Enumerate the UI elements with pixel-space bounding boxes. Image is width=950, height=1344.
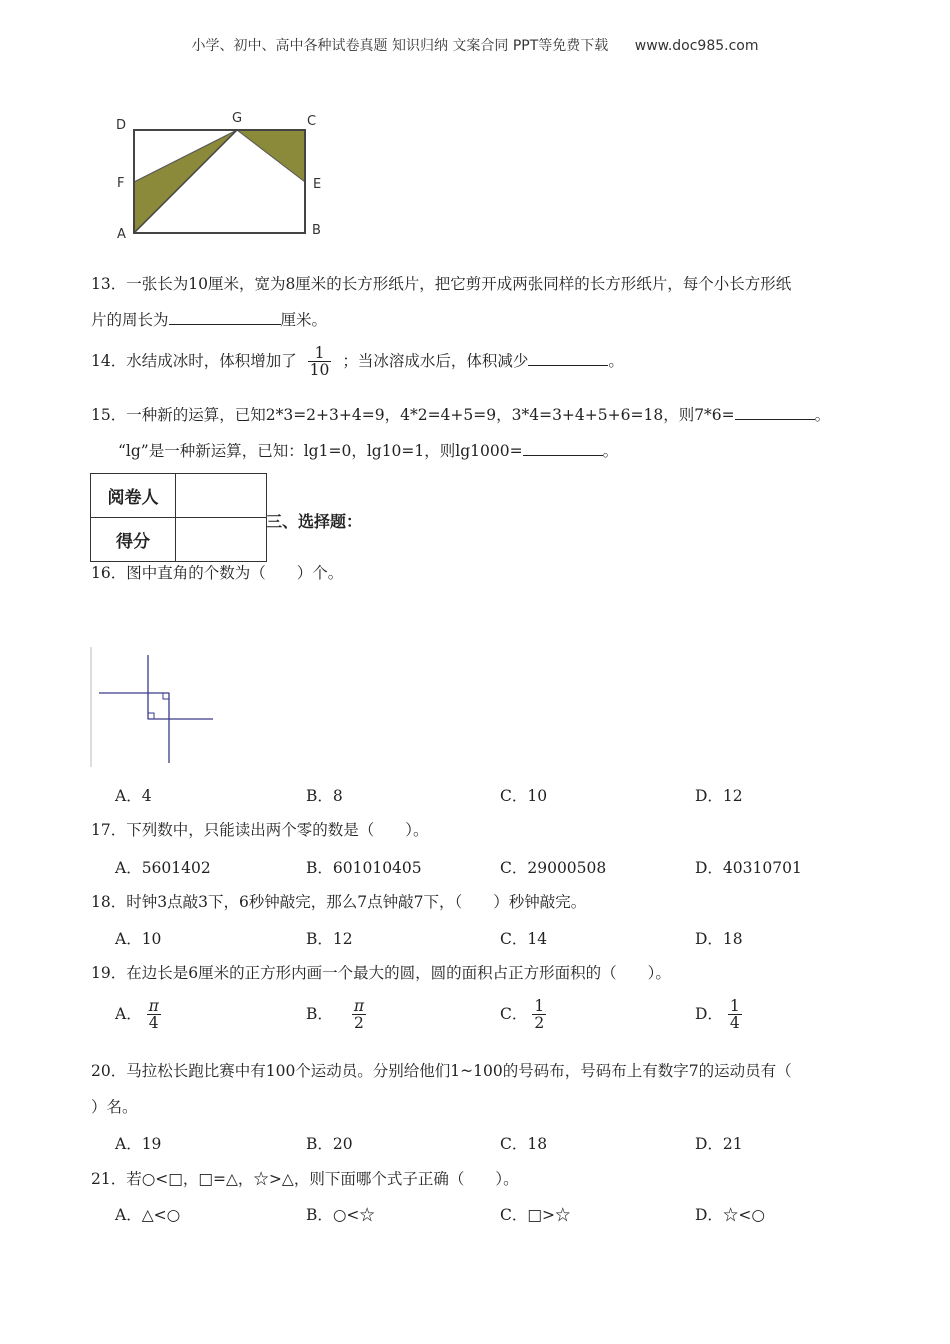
q21-option-a[interactable]: A．△<○ bbox=[115, 1206, 181, 1224]
label-g: G bbox=[232, 111, 243, 126]
pi-symbol: π bbox=[353, 997, 365, 1015]
question-14 bbox=[91, 345, 624, 379]
fraction-numerator-pi bbox=[147, 998, 161, 1015]
answer-blank-15a[interactable] bbox=[735, 405, 815, 420]
reviewer-label: 阅卷人 bbox=[91, 474, 176, 518]
question-20-line2: ）名。 bbox=[91, 1098, 138, 1116]
right-angle-figure bbox=[89, 645, 219, 770]
question-19: 19．在边长是6厘米的正方形内画一个最大的圆，圆的面积占正方形面积的（ ）。 bbox=[91, 964, 671, 982]
header-url[interactable]: www.doc985.com bbox=[634, 38, 759, 54]
q16-option-a[interactable]: A．4 bbox=[115, 787, 152, 805]
q19-option-c[interactable] bbox=[500, 998, 546, 1032]
q19-option-d-fraction bbox=[728, 998, 742, 1032]
score-label: 得分 bbox=[91, 518, 176, 562]
pi-symbol: π bbox=[148, 997, 159, 1015]
score-table bbox=[90, 473, 267, 562]
label-c: C bbox=[307, 114, 317, 129]
q20-option-b[interactable]: B．20 bbox=[306, 1135, 353, 1153]
fraction-one-tenth bbox=[308, 345, 332, 379]
question-15-line1 bbox=[91, 404, 830, 426]
fraction-denominator: 2 bbox=[534, 1014, 545, 1033]
q18-option-d[interactable]: D．18 bbox=[695, 930, 743, 948]
q19-option-d[interactable] bbox=[695, 998, 742, 1032]
q18-option-b[interactable]: B．12 bbox=[306, 930, 353, 948]
q19-option-b-label: B． bbox=[306, 1004, 333, 1023]
answer-blank-13[interactable] bbox=[169, 310, 281, 325]
answer-blank-14[interactable] bbox=[528, 351, 608, 366]
q21-option-c[interactable]: C．□>☆ bbox=[500, 1206, 571, 1224]
q20-option-d[interactable]: D．21 bbox=[695, 1135, 743, 1153]
q19-option-a-fraction bbox=[147, 998, 161, 1032]
q19-option-c-fraction bbox=[532, 998, 546, 1032]
header-text: 小学、初中、高中各种试卷真题 知识归纳 文案合同 PPT等免费下载 bbox=[191, 38, 609, 54]
q19-option-b-fraction bbox=[352, 998, 366, 1032]
question-14-end: 。 bbox=[608, 351, 624, 370]
question-15-end: 。 bbox=[814, 406, 831, 424]
q19-option-b[interactable] bbox=[306, 998, 366, 1032]
question-15-text-2: “lg”是一种新运算，已知：lg1=0，lg10=1，则lg1000= bbox=[118, 442, 523, 460]
question-15-text: 15．一种新的运算，已知2*3=2+3+4=9，4*2=4+5=9，3*4=3+4+5+6=18，则7*6= bbox=[91, 406, 735, 424]
q19-option-a-label: A． bbox=[115, 1004, 142, 1023]
question-15-line2 bbox=[118, 440, 618, 462]
rectangle-figure bbox=[110, 105, 340, 245]
fraction-numerator: 1 bbox=[308, 345, 332, 362]
score-cell[interactable] bbox=[176, 518, 267, 562]
question-13-line2-text: 片的周长为 bbox=[91, 311, 169, 329]
label-e: E bbox=[313, 177, 322, 192]
q19-option-a[interactable] bbox=[115, 998, 161, 1032]
q19-option-c-label: C． bbox=[500, 1004, 528, 1023]
q17-option-c[interactable]: C．29000508 bbox=[500, 859, 607, 877]
q16-option-d[interactable]: D．12 bbox=[695, 787, 743, 805]
q17-option-d[interactable]: D．40310701 bbox=[695, 859, 802, 877]
question-13-line2-end: 厘米。 bbox=[280, 311, 328, 329]
fraction-denominator: 4 bbox=[148, 1014, 159, 1033]
fraction-denominator: 2 bbox=[353, 1014, 364, 1033]
right-angle-mark-1 bbox=[163, 693, 169, 699]
fraction-denominator: 4 bbox=[729, 1014, 740, 1033]
label-b: B bbox=[312, 223, 321, 238]
page-header bbox=[0, 35, 950, 55]
question-13-line2 bbox=[91, 309, 327, 331]
q17-option-a[interactable]: A．5601402 bbox=[115, 859, 211, 877]
fraction-numerator: 1 bbox=[534, 997, 545, 1015]
shaded-triangle-right bbox=[237, 130, 305, 182]
q20-option-c[interactable]: C．18 bbox=[500, 1135, 548, 1153]
label-f: F bbox=[117, 176, 125, 191]
question-15-end-2: 。 bbox=[602, 442, 619, 460]
question-21: 21．若○<□，□=△，☆>△，则下面哪个式子正确（ ）。 bbox=[91, 1170, 519, 1188]
fraction-numerator: 1 bbox=[729, 997, 740, 1015]
question-13-line1: 13．一张长为10厘米，宽为8厘米的长方形纸片，把它剪开成两张同样的长方形纸片，每个小长方形纸 bbox=[91, 275, 792, 293]
question-17: 17．下列数中，只能读出两个零的数是（ ）。 bbox=[91, 821, 429, 839]
q18-option-a[interactable]: A．10 bbox=[115, 930, 162, 948]
fraction-denominator: 10 bbox=[309, 361, 330, 380]
question-18: 18．时钟3点敲3下，6秒钟敲完，那么7点钟敲7下，（ ）秒钟敲完。 bbox=[91, 893, 587, 911]
q20-option-a[interactable]: A．19 bbox=[115, 1135, 162, 1153]
question-14-text-2: ；当冰溶成水后，体积减少 bbox=[342, 351, 529, 370]
q16-option-c[interactable]: C．10 bbox=[500, 787, 548, 805]
question-20-line1: 20．马拉松长跑比赛中有100个运动员。分别给他们1~100的号码布，号码布上有数字7的运动员有（ bbox=[91, 1062, 792, 1080]
q18-option-c[interactable]: C．14 bbox=[500, 930, 548, 948]
label-d: D bbox=[116, 118, 127, 133]
q17-option-b[interactable]: B．601010405 bbox=[306, 859, 422, 877]
question-14-text: 14．水结成冰时，体积增加了 bbox=[91, 351, 297, 370]
question-16: 16．图中直角的个数为（ ）个。 bbox=[91, 564, 344, 582]
label-a: A bbox=[117, 227, 126, 242]
reviewer-cell[interactable] bbox=[176, 474, 267, 518]
fraction-numerator-pi bbox=[352, 998, 366, 1015]
q19-option-d-label: D． bbox=[695, 1004, 723, 1023]
section-3-title: 三、选择题： bbox=[266, 512, 363, 531]
q16-option-b[interactable]: B．8 bbox=[306, 787, 343, 805]
q21-option-b[interactable]: B．○<☆ bbox=[306, 1206, 375, 1224]
answer-blank-15b[interactable] bbox=[523, 441, 603, 456]
right-angle-mark-2 bbox=[148, 713, 154, 719]
q21-option-d[interactable]: D．☆<○ bbox=[695, 1206, 765, 1224]
